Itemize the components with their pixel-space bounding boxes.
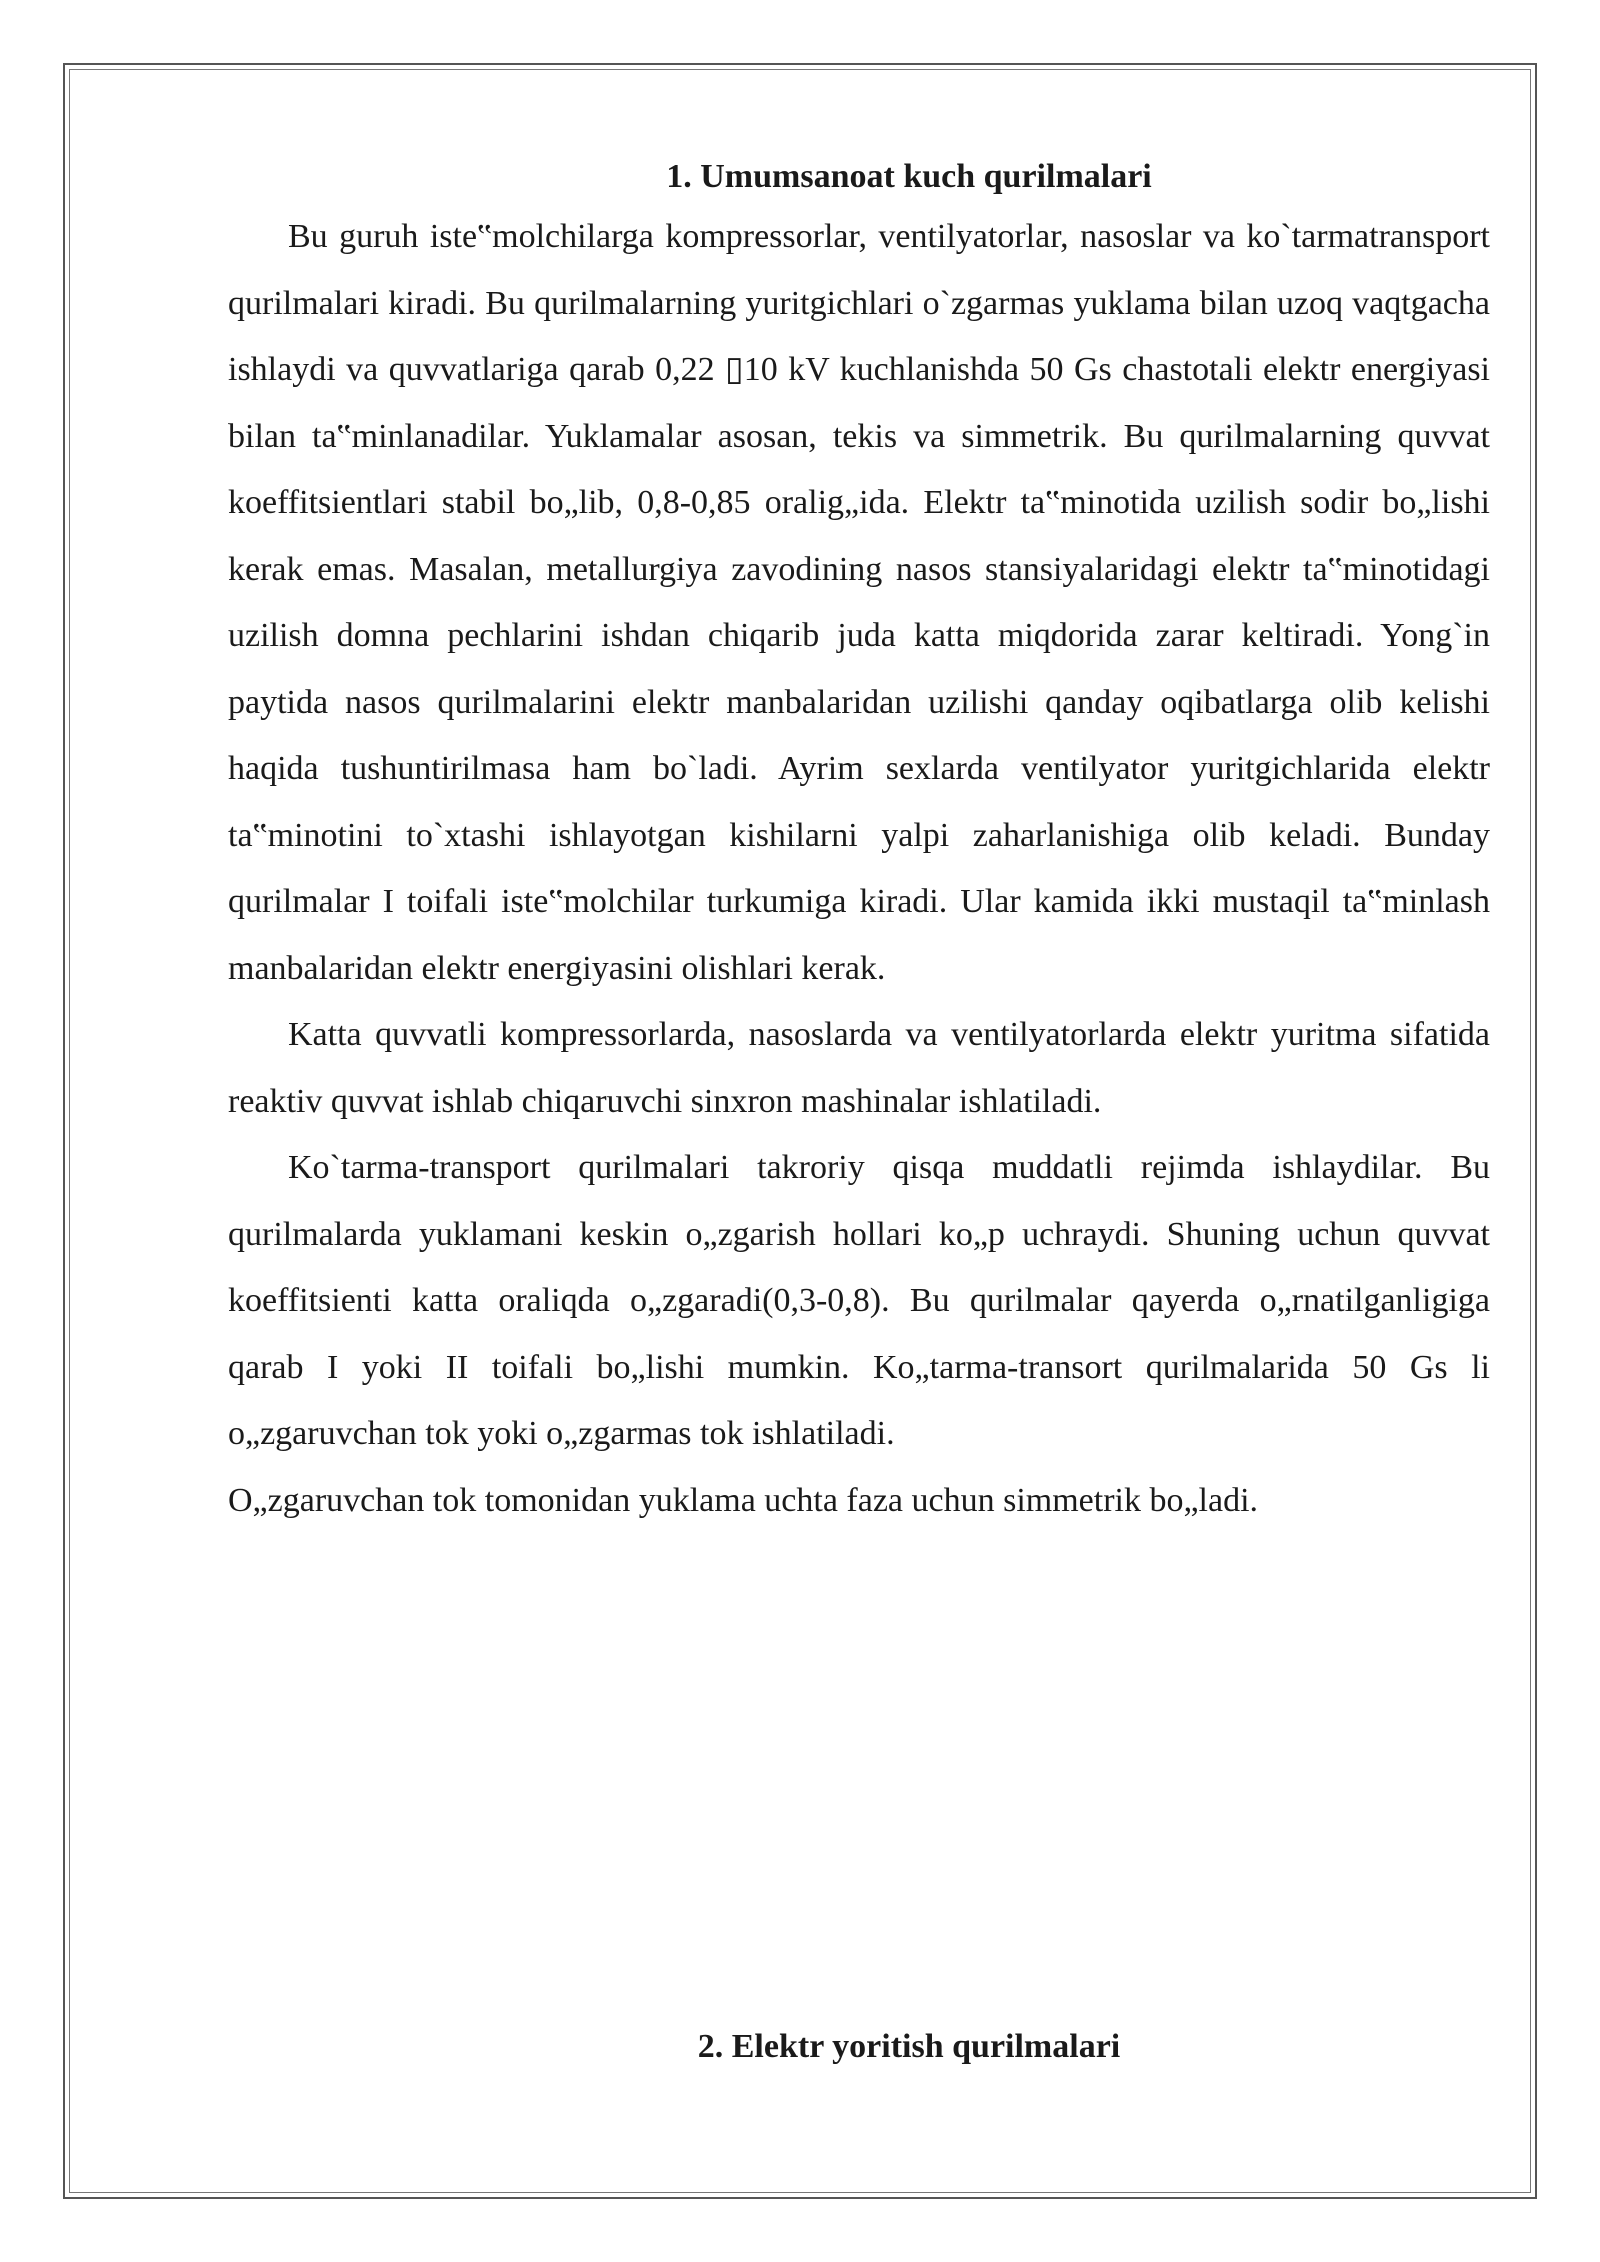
section-heading-1: 1. Umumsanoat kuch qurilmalari [666,158,1152,195]
section-heading-2: 2. Elektr yoritish qurilmalari [697,2028,1121,2065]
document-body [228,150,1490,1534]
paragraph-4: O„zgaruvchan tok tomonidan yuklama uchta faza uchun simmetrik bo„ladi. [228,1481,1259,1519]
paragraph-1: Bu guruh iste‟molchilarga kompressorlar, ventilyatorlar, nasoslar va ko`tarmatransport qurilmalari kiradi. Bu qurilmalarning yuritgichlari o`zgarmas yuklama bilan uzoq vaqtgacha ishlaydi va quvvatlariga qarab 0,22 ▯10 kV kuchlanishda 50 Gs chastotali elektr energiyasi bilan ta‟minlanadilar. Yuklamalar asosan, tekis va simmetrik. Bu qurilmalarning quvvat koeffitsientlari stabil bo„lib, 0,8-0,85 oralig„ida. Elektr ta‟minotida uzilish sodir bo„lishi kerak emas. Masalan, metallurgiya zavodining nasos stansiyalaridagi elektr ta‟minotidagi uzilish domna pechlarini ishdan chiqarib juda katta miqdorida zarar keltiradi. Yong`in paytida nasos qurilmalarini elektr manbalaridan uzilishi qanday oqibatlarga olib kelishi haqida tushuntirilmasa ham bo`ladi. Ayrim sexlarda ventilyator yuritgichlarida elektr ta‟minotini to`xtashi ishlayotgan kishilarni yalpi zaharlanishiga olib keladi. Bunday qurilmalar I toifali iste‟molchilar turkumiga kiradi. Ular kamida ikki mustaqil ta‟minlash manbalaridan elektr energiyasini olishlari kerak. [228,218,1490,987]
paragraph-3: Ko`tarma-transport qurilmalari takroriy qisqa muddatli rejimda ishlaydilar. Bu qurilmalarda yuklamani keskin o„zgarish hollari ko„p uchraydi. Shuning uchun quvvat koeffitsienti katta oraliqda o„zgaradi(0,3-0,8). Bu qurilmalar qayerda o„rnatilganligiga qarab I yoki II toifali bo„lishi mumkin. Ko„tarma-transort qurilmalarida 50 Gs li o„zgaruvchan tok yoki o„zgarmas tok ishlatiladi. [228,1149,1490,1452]
paragraph-2: Katta quvvatli kompressorlarda, nasoslarda va ventilyatorlarda elektr yuritma sifatida reaktiv quvvat ishlab chiqaruvchi sinxron mashinalar ishlatiladi. [228,1016,1490,1120]
